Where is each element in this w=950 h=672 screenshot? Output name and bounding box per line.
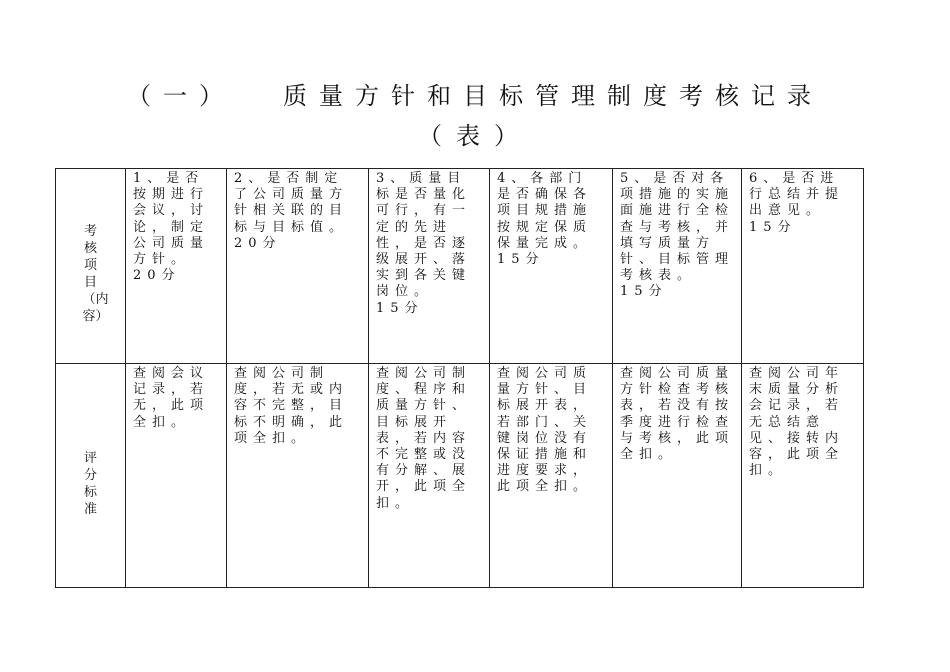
table-cell-item-2: 2、是否制定了公司质量方针相关联的目标与目标值。 20分 xyxy=(227,169,369,364)
table-cell-criteria-6: 查阅公司年末质量分析会记录，若无总结意见、接转内容，此项全扣。 xyxy=(742,364,864,588)
table-cell-item-1: 1、是否按期进行会议，讨论，制定公司质量方针。 20分 xyxy=(126,169,227,364)
table-cell-criteria-3: 查阅公司制度、程序和质量方针、目标展开表，若内容不完整或没有分解、展开，此项全扣。 xyxy=(369,364,490,588)
row-header-items xyxy=(56,169,126,364)
table-cell-criteria-1: 查阅会议记录，若无，此项全扣。 xyxy=(126,364,227,588)
document-subtitle: （表） xyxy=(418,122,532,150)
table-cell-criteria-2: 查阅公司制度，若无或内容不完整，目标不明确，此项全扣。 xyxy=(227,364,369,588)
table-cell-item-4: 4、各部门是否确保各项目规措施按规定保质保量完成。 15分 xyxy=(490,169,613,364)
table-cell-item-6: 6、是否进行总结并提出意见。 15分 xyxy=(742,169,864,364)
title-number: （一） xyxy=(127,82,235,110)
document-title xyxy=(0,76,950,111)
table-cell-item-3: 3、质量目标是否量化可行，有一定的先进性，是否逐级展开、落实到各关键岗位。 15分 xyxy=(369,169,490,364)
table-row-criteria xyxy=(56,364,864,588)
table-cell-item-5: 5、是否对各项措施的实施面施进行全检查与考核，并填写质量方针、目标管理考核表。 15分 xyxy=(613,169,742,364)
table-cell-criteria-5: 查阅公司质量方针检查考核表，若没有按季度进行检查与考核，此项全扣。 xyxy=(613,364,742,588)
title-text: 质量方针和目标管理制度考核记录 xyxy=(283,82,823,110)
row-header-criteria-label: 评分标准 xyxy=(83,450,97,517)
table-row-items xyxy=(56,169,864,364)
table-cell-criteria-4: 查阅公司质量方针、目标展开表，若部门、关键岗位没有保证措施和进度要求，此项全扣。 xyxy=(490,364,613,588)
row-header-criteria xyxy=(56,364,126,588)
row-header-items-label: 考核项目（内容） xyxy=(82,224,109,324)
assessment-table xyxy=(55,168,864,588)
